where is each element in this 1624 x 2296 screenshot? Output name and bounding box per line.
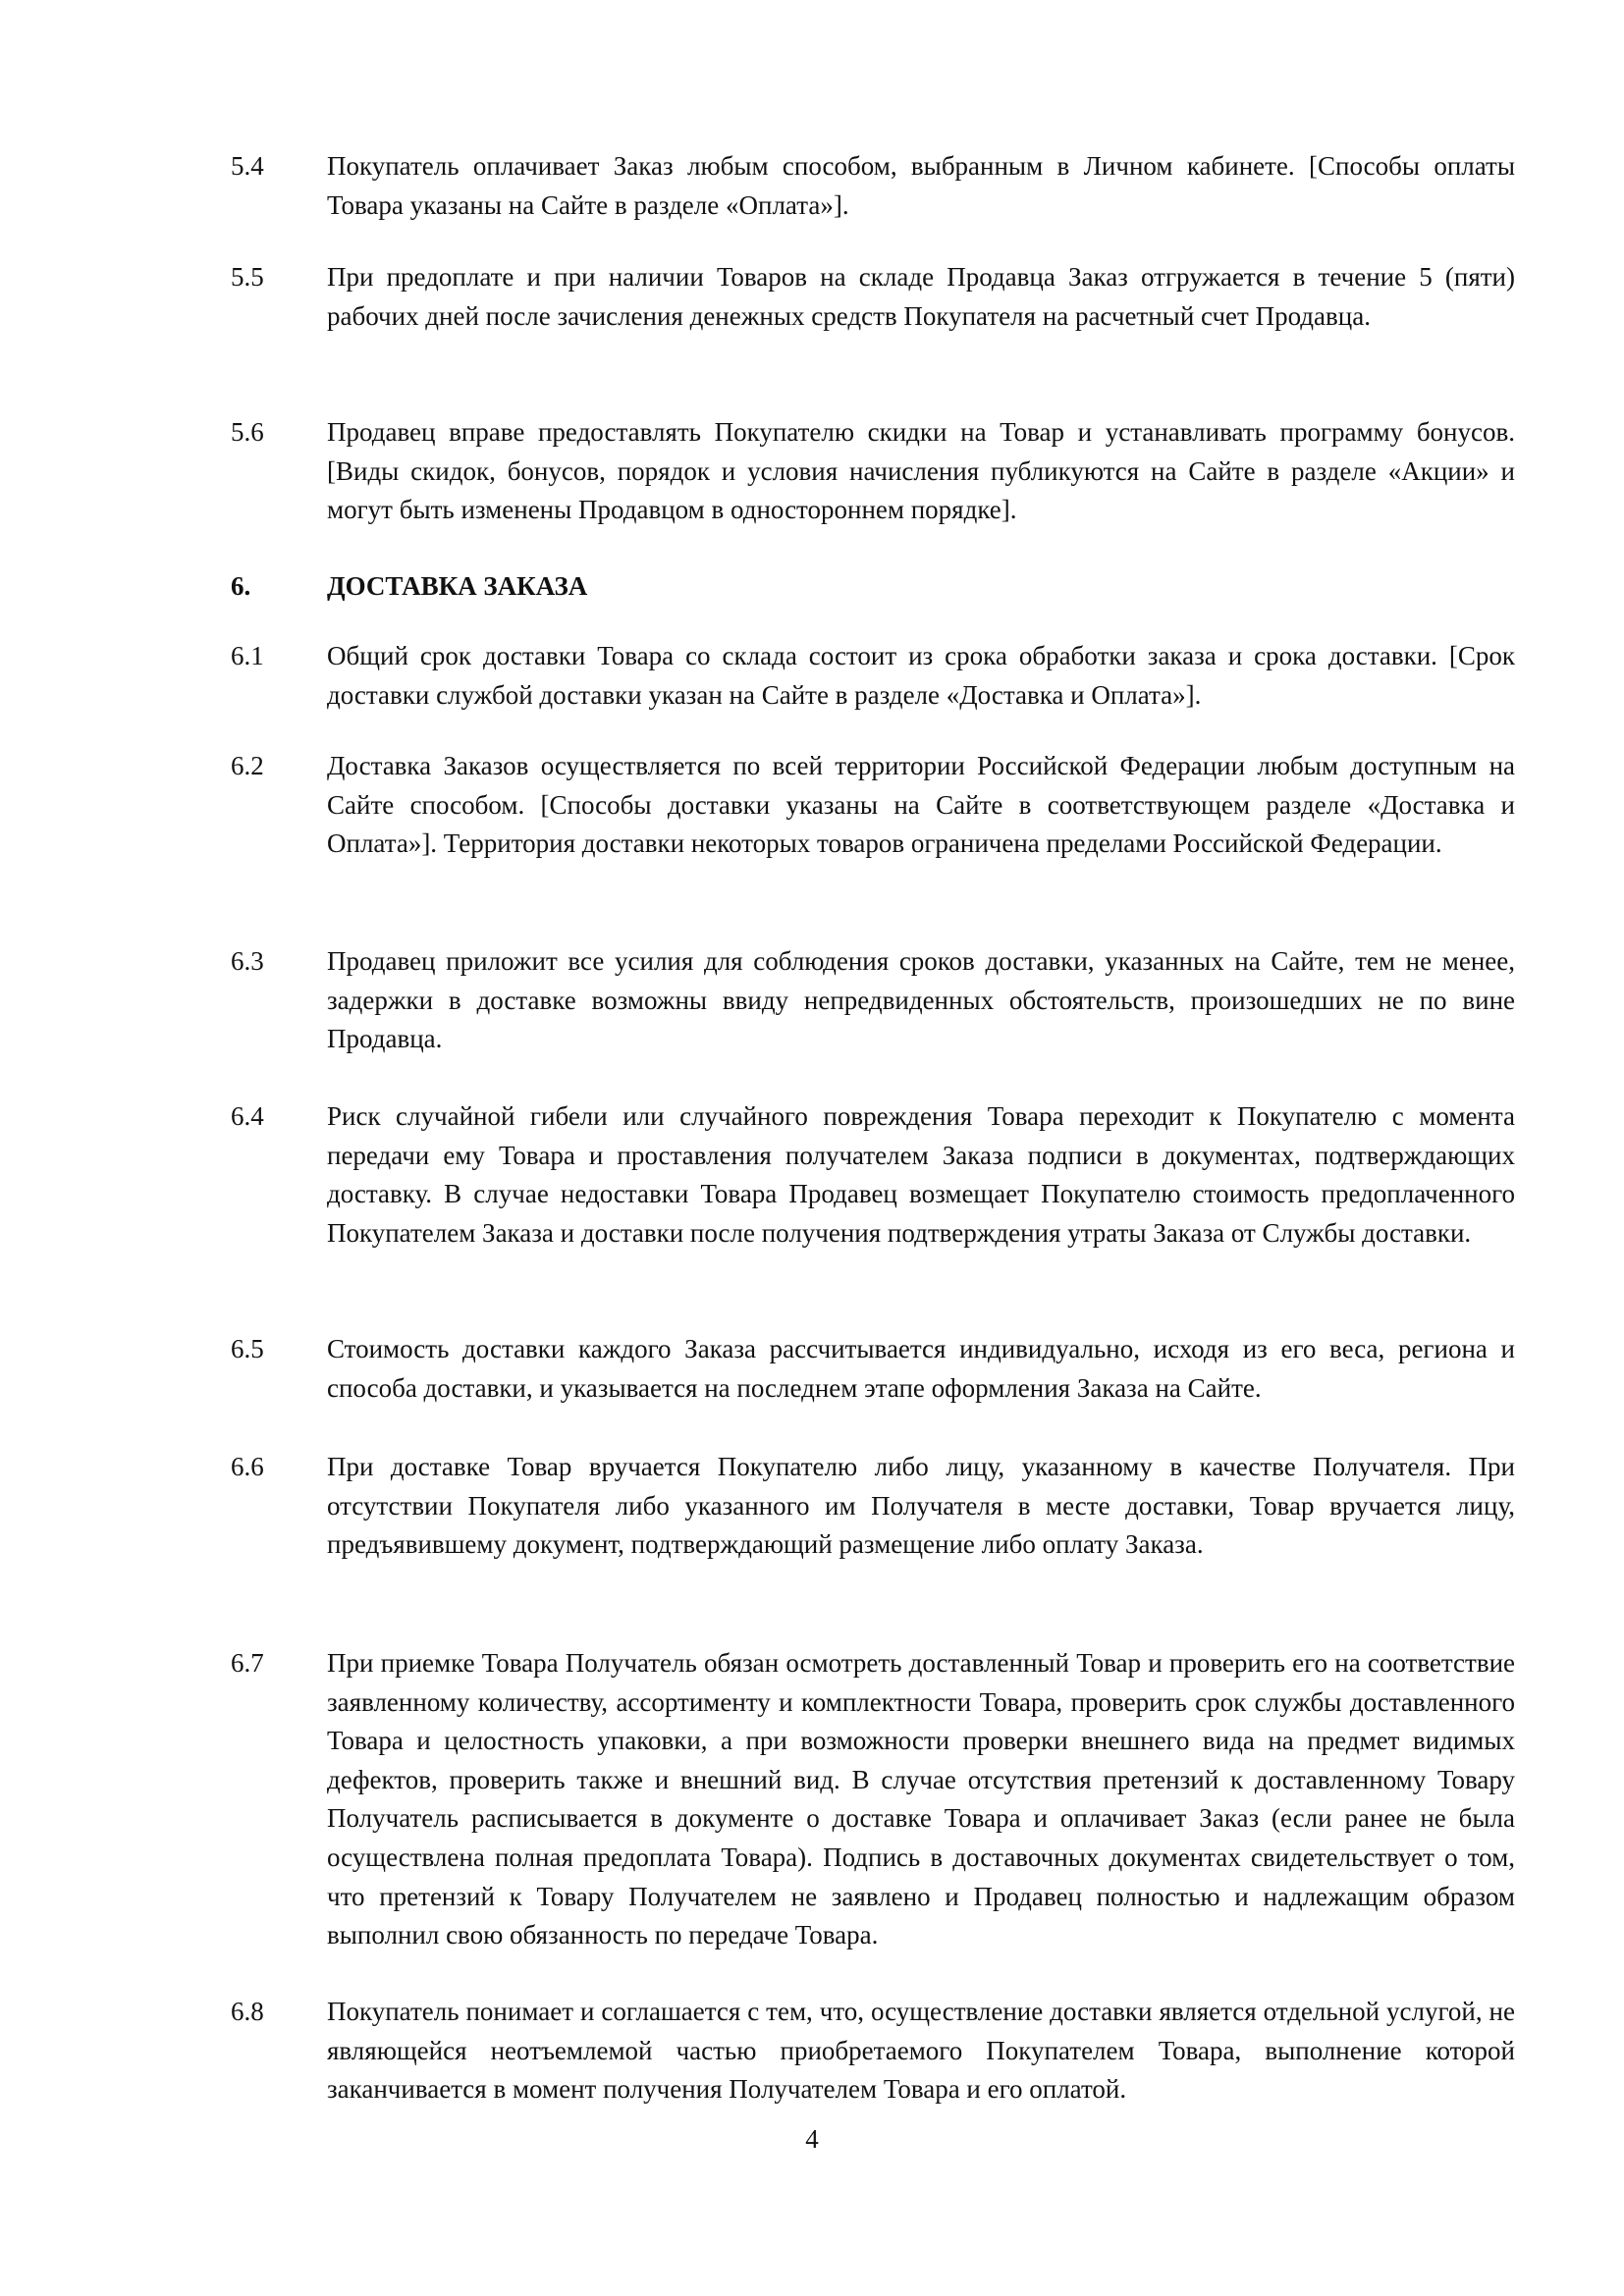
clause-text: Риск случайной гибели или случайного повреждения Товара переходит к Покупателю с момента передачи ему Товара и проставления получателем Заказа подписи в документах, подтверждающих доставку. В случае недоставки Товара Продавец возмещает Покупателю стоимость предоплаченного Покупателем Заказа и доставки после получения подтверждения утраты Заказа от Службы доставки. bbox=[327, 1101, 1515, 1248]
clause-number: 5.5 bbox=[231, 262, 264, 292]
page-number: 4 bbox=[805, 2124, 819, 2154]
clause-text: Покупатель оплачивает Заказ любым способом, выбранным в Личном кабинете. [Способы оплаты Товара указаны на Сайте в разделе «Оплата»]. bbox=[327, 151, 1515, 220]
clause-6-4 bbox=[231, 1097, 1515, 1253]
clause-number: 6.6 bbox=[231, 1452, 264, 1481]
clause-6-5 bbox=[231, 1330, 1515, 1408]
clause-text: Покупатель понимает и соглашается с тем, что, осуществление доставки является отдельной услугой, не являющейся неотъемлемой частью приобретаемого Покупателем Товара, выполнение которой заканчивается в момент получения Получателем Товара и его оплатой. bbox=[327, 1997, 1515, 2105]
section-number: 6. bbox=[231, 571, 251, 601]
clause-number: 6.2 bbox=[231, 751, 264, 780]
clause-text: Стоимость доставки каждого Заказа рассчитывается индивидуально, исходя из его веса, региона и способа доставки, и указывается на последнем этапе оформления Заказа на Сайте. bbox=[327, 1334, 1515, 1403]
clause-text: Продавец вправе предоставлять Покупателю скидки на Товар и устанавливать программу бонусов. [Виды скидок, бонусов, порядок и условия начисления публикуются на Сайте в разделе «Акции» и могут быть изменены Продавцом в одностороннем порядке]. bbox=[327, 417, 1515, 525]
clause-text: При доставке Товар вручается Покупателю либо лицу, указанному в качестве Получателя. При отсутствии Покупателя либо указанного им Получателя в месте доставки, Товар вручается лицу, предъявившему документ, подтверждающий размещение либо оплату Заказа. bbox=[327, 1452, 1515, 1560]
clause-text: Доставка Заказов осуществляется по всей территории Российской Федерации любым доступным на Сайте способом. [Способы доставки указаны на Сайте в соответствующем разделе «Доставка и Оплата»]. Территория доставки некоторых товаров ограничена пределами Российской Федерации. bbox=[327, 751, 1515, 859]
clause-number: 6.7 bbox=[231, 1648, 264, 1678]
clause-text: При приемке Товара Получатель обязан осмотреть доставленный Товар и проверить его на соответствие заявленному количеству, ассортименту и комплектности Товара, проверить срок службы доставленного Товара и целостность упаковки, а при возможности проверки внешнего вида на предмет видимых дефектов, проверить также и внешний вид. В случае отсутствия претензий к доставленному Товару Получатель расписывается в документе о доставке Товара и оплачивает Заказ (если ранее не была осуществлена полная предоплата Товара). Подпись в доставочных документах свидетельствует о том, что претензий к Товару Получателем не заявлено и Продавец полностью и надлежащим образом выполнил свою обязанность по передаче Товара. bbox=[327, 1648, 1515, 1950]
clause-6-7 bbox=[231, 1644, 1515, 1955]
clause-5-4 bbox=[231, 147, 1515, 225]
clause-5-5 bbox=[231, 258, 1515, 336]
clause-text: При предоплате и при наличии Товаров на складе Продавца Заказ отгружается в течение 5 (пяти) рабочих дней после зачисления денежных средств Покупателя на расчетный счет Продавца. bbox=[327, 262, 1515, 331]
clause-5-6 bbox=[231, 413, 1515, 530]
clause-number: 5.4 bbox=[231, 151, 264, 181]
section-heading-6 bbox=[231, 567, 1515, 607]
clause-number: 5.6 bbox=[231, 417, 264, 447]
clause-number: 6.4 bbox=[231, 1101, 264, 1131]
clause-6-3 bbox=[231, 942, 1515, 1059]
clause-text: Общий срок доставки Товара со склада состоит из срока обработки заказа и срока доставки. [Срок доставки службой доставки указан на Сайте в разделе «Доставка и Оплата»]. bbox=[327, 641, 1515, 710]
clause-6-6 bbox=[231, 1448, 1515, 1565]
clause-number: 6.3 bbox=[231, 946, 264, 976]
clause-6-1 bbox=[231, 637, 1515, 715]
clause-6-8 bbox=[231, 1993, 1515, 2109]
clause-text: Продавец приложит все усилия для соблюдения сроков доставки, указанных на Сайте, тем не менее, задержки в доставке возможны ввиду непредвиденных обстоятельств, произошедших не по вине Продавца. bbox=[327, 946, 1515, 1054]
clause-6-2 bbox=[231, 747, 1515, 864]
clause-number: 6.1 bbox=[231, 641, 264, 670]
clause-number: 6.5 bbox=[231, 1334, 264, 1363]
section-title: ДОСТАВКА ЗАКАЗА bbox=[327, 571, 588, 601]
clause-number: 6.8 bbox=[231, 1997, 264, 2026]
